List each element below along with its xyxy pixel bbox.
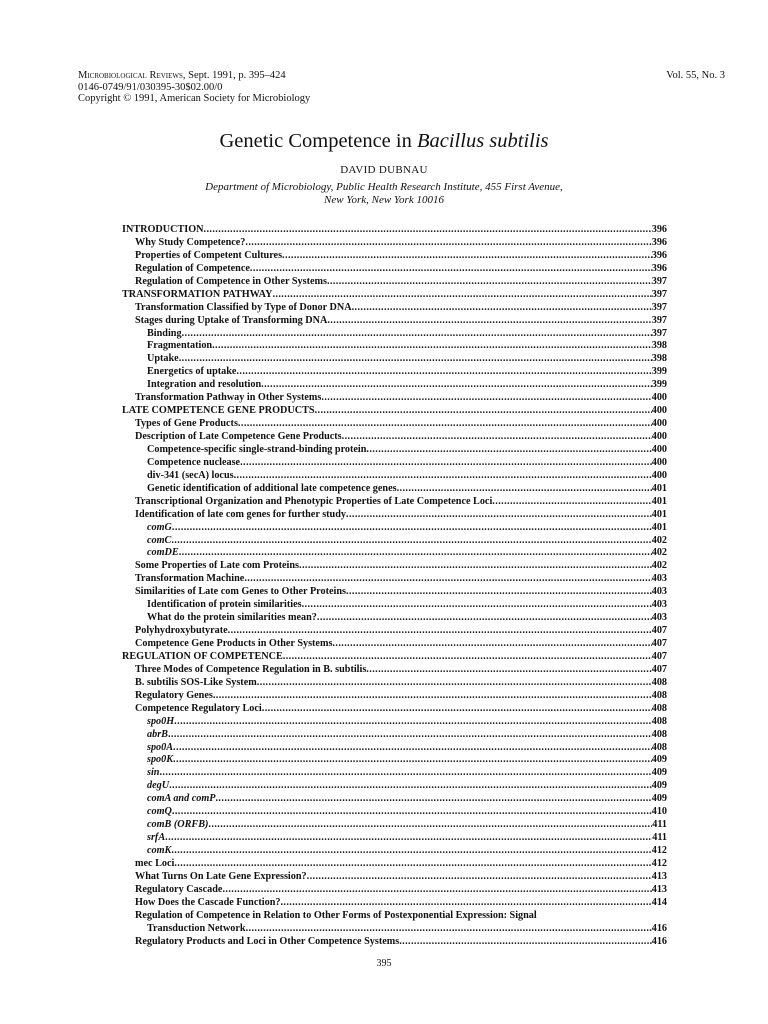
toc-entry-page: 397: [651, 301, 667, 313]
toc-entry-title: Regulation of Competence in Other Systems: [135, 275, 327, 287]
toc-leader-dots: [168, 729, 652, 742]
toc-entry-title: How Does the Cascade Function?: [135, 896, 281, 908]
toc-entry-title: comG: [147, 521, 172, 533]
toc-entry-page: 396: [651, 249, 667, 261]
journal-code: 0146-0749/91/030395-30$02.00/0: [78, 81, 223, 93]
toc-entry: [122, 560, 667, 573]
toc-entry-title: Stages during Uptake of Transforming DNA: [135, 314, 328, 326]
toc-entry: [122, 871, 667, 884]
toc-entry-title: Regulation of Competence in Relation to Other Forms of Postexponential Expression: Signal: [135, 909, 537, 921]
toc-entry-title: Transcriptional Organization and Phenotypic Properties of Late Competence Loci: [135, 495, 493, 507]
toc-entry-page: 412: [651, 857, 667, 869]
title-main: Genetic Competence in: [219, 130, 417, 152]
toc-entry-title: Integration and resolution: [147, 379, 262, 391]
toc-entry-page: 398: [651, 340, 667, 352]
toc-leader-dots: [317, 612, 652, 625]
toc-leader-dots: [346, 509, 652, 522]
journal-issue: , Sept. 1991, p. 395–424: [182, 70, 286, 81]
toc-entry-title: Competence nuclease: [147, 456, 241, 468]
toc-entry: [122, 302, 667, 315]
toc-entry-title: LATE COMPETENCE GENE PRODUCTS: [122, 405, 315, 417]
toc-entry: [122, 677, 667, 690]
toc-entry-page: 407: [651, 663, 667, 675]
toc-entry: [122, 832, 667, 845]
toc-entry-title: Transduction Network: [147, 922, 246, 934]
toc-entry: [122, 923, 667, 936]
toc-entry-page: 409: [651, 780, 667, 792]
page-number: 395: [376, 958, 392, 969]
toc-entry-title: mec Loci: [135, 857, 175, 869]
toc-entry-page: 408: [651, 676, 667, 688]
toc-leader-dots: [215, 793, 651, 806]
toc-entry: [122, 392, 667, 405]
toc-entry-title: Energetics of uptake: [147, 366, 237, 378]
toc-entry-page: 412: [651, 845, 667, 856]
toc-leader-dots: [179, 353, 652, 366]
toc-leader-dots: [245, 237, 651, 250]
toc-entry-title: Transformation Pathway in Other Systems: [135, 392, 322, 404]
toc-entry: [122, 599, 667, 612]
toc-entry-page: 396: [651, 236, 667, 248]
toc-leader-dots: [321, 392, 651, 405]
toc-entry: [122, 742, 667, 755]
toc-leader-dots: [213, 690, 652, 703]
toc-leader-dots: [172, 522, 652, 535]
journal-name: Microbiological Reviews: [78, 70, 183, 81]
toc-entry-title: comK: [147, 845, 172, 856]
toc-leader-dots: [236, 366, 651, 379]
toc-entry-title: Transformation Machine: [135, 573, 245, 585]
toc-entry: [122, 483, 667, 496]
toc-entry: [122, 431, 667, 444]
toc-entry-title: TRANSFORMATION PATHWAY: [122, 288, 273, 300]
toc-entry-page: 409: [651, 754, 667, 766]
toc-leader-dots: [492, 496, 651, 509]
toc-entry-title: abrB: [147, 728, 168, 740]
toc-entry-page: 401: [651, 482, 667, 494]
copyright-line: Copyright © 1991, American Society for Microbiology: [78, 93, 311, 104]
toc-leader-dots: [327, 276, 652, 289]
toc-entry-page: 410: [651, 806, 667, 818]
toc-entry-title: What do the protein similarities mean?: [147, 612, 317, 624]
toc-entry: [122, 328, 667, 341]
toc-entry: [122, 276, 667, 289]
toc-entry-page: 401: [651, 521, 667, 533]
toc-entry-page: 400: [651, 392, 667, 404]
toc-entry-page: 400: [651, 431, 667, 442]
toc-leader-dots: [282, 250, 652, 263]
toc-entry-title: sin: [147, 767, 160, 779]
toc-entry-title: Identification of late com genes for further study: [135, 508, 346, 520]
toc-entry-page: 400: [651, 405, 667, 417]
toc-leader-dots: [171, 845, 651, 858]
toc-entry-title: B. subtilis SOS-Like System: [135, 676, 257, 688]
toc-entry-page: 416: [651, 935, 667, 947]
toc-entry: [122, 780, 667, 793]
toc-leader-dots: [171, 535, 651, 548]
toc-entry-page: 401: [651, 495, 667, 507]
toc-entry-page: 414: [651, 896, 667, 908]
toc-entry-page: 409: [651, 767, 667, 779]
toc-entry-page: 403: [651, 612, 667, 624]
toc-entry-title: Fragmentation: [147, 340, 213, 352]
toc-leader-dots: [182, 328, 652, 341]
toc-entry-page: 416: [651, 922, 667, 934]
toc-entry: [122, 884, 667, 897]
toc-leader-dots: [399, 936, 652, 949]
table-of-contents: [122, 224, 667, 949]
toc-entry-title: Types of Gene Products: [135, 418, 238, 430]
toc-entry: [122, 353, 667, 366]
toc-entry-title: Properties of Competent Cultures: [135, 249, 283, 261]
toc-entry: [122, 910, 667, 923]
toc-entry: [122, 444, 667, 457]
toc-entry-page: 407: [651, 625, 667, 637]
toc-entry-title: comDE: [147, 547, 179, 559]
toc-entry-page: 396: [651, 224, 667, 235]
toc-entry: [122, 340, 667, 353]
toc-entry: [122, 237, 667, 250]
toc-entry-title: Regulatory Genes: [135, 689, 213, 701]
toc-entry-page: 402: [651, 534, 667, 546]
affiliation-line-1: Department of Microbiology, Public Health Research Institute, 455 First Avenue,: [205, 181, 563, 193]
toc-entry-page: 403: [651, 586, 667, 598]
toc-entry-title: div-341 (secA) locus: [147, 469, 234, 481]
toc-entry-title: Identification of protein similarities: [147, 599, 302, 611]
toc-entry: [122, 819, 667, 832]
toc-entry-page: 407: [651, 638, 667, 649]
toc-entry-title: Description of Late Competence Gene Products: [135, 431, 342, 442]
toc-entry-title: Competence Gene Products in Other Systems: [135, 638, 333, 649]
toc-entry-page: 401: [651, 508, 667, 520]
toc-leader-dots: [212, 340, 652, 353]
toc-entry-title: spo0H: [147, 715, 175, 727]
toc-leader-dots: [179, 547, 652, 560]
toc-leader-dots: [332, 638, 651, 651]
toc-entry-title: INTRODUCTION: [122, 224, 204, 235]
article-title: [0, 130, 768, 153]
toc-entry-page: 398: [651, 353, 667, 365]
toc-entry-page: 397: [651, 288, 667, 300]
toc-entry: [122, 250, 667, 263]
toc-entry: [122, 315, 667, 328]
toc-entry-page: 402: [651, 560, 667, 572]
toc-leader-dots: [173, 742, 652, 755]
toc-leader-dots: [174, 858, 651, 871]
toc-leader-dots: [261, 379, 652, 392]
toc-entry-title: Genetic identification of additional late competence genes: [147, 482, 397, 494]
toc-entry: [122, 263, 667, 276]
toc-entry-title: spo0K: [147, 754, 174, 766]
toc-entry: [122, 754, 667, 767]
toc-leader-dots: [272, 289, 651, 302]
toc-leader-dots: [234, 470, 652, 483]
toc-entry-title: Regulation of Competence: [135, 262, 250, 274]
toc-entry: [122, 897, 667, 910]
toc-entry: [122, 651, 667, 664]
toc-entry: [122, 535, 667, 548]
toc-entry-page: 397: [651, 327, 667, 339]
toc-entry-title: comB (ORFB): [147, 819, 209, 831]
toc-leader-dots: [346, 586, 652, 599]
toc-entry: [122, 547, 667, 560]
toc-entry-page: 396: [651, 262, 667, 274]
toc-entry-title: Three Modes of Competence Regulation in B. subtilis: [135, 663, 367, 675]
toc-entry-title: Binding: [147, 327, 182, 339]
toc-leader-dots: [240, 457, 652, 470]
toc-leader-dots: [397, 483, 652, 496]
toc-leader-dots: [250, 263, 652, 276]
toc-entry: [122, 418, 667, 431]
toc-entry: [122, 936, 667, 949]
toc-entry-page: 397: [651, 275, 667, 287]
toc-entry: [122, 496, 667, 509]
toc-entry-page: 408: [651, 702, 667, 714]
toc-entry: [122, 586, 667, 599]
toc-entry-page: 403: [651, 599, 667, 611]
toc-leader-dots: [173, 754, 652, 767]
toc-entry-title: Competence-specific single-strand-binding protein: [147, 443, 367, 455]
toc-entry-page: 408: [651, 741, 667, 753]
toc-entry-title: Regulatory Products and Loci in Other Competence Systems: [135, 935, 400, 947]
toc-leader-dots: [257, 677, 652, 690]
toc-leader-dots: [172, 806, 652, 819]
toc-entry-page: 408: [651, 728, 667, 740]
toc-leader-dots: [204, 224, 652, 237]
toc-leader-dots: [246, 923, 652, 936]
toc-leader-dots: [366, 444, 651, 457]
toc-entry: [122, 858, 667, 871]
toc-leader-dots: [244, 573, 651, 586]
toc-entry: [122, 806, 667, 819]
toc-leader-dots: [169, 780, 652, 793]
toc-entry-page: 408: [651, 715, 667, 727]
toc-entry-page: 403: [651, 573, 667, 585]
toc-entry-title: REGULATION OF COMPETENCE: [122, 650, 283, 662]
toc-entry: [122, 612, 667, 625]
toc-entry: [122, 767, 667, 780]
toc-leader-dots: [299, 560, 652, 573]
toc-entry-page: 397: [651, 314, 667, 326]
toc-entry-title: Similarities of Late com Genes to Other Proteins: [135, 586, 346, 598]
toc-entry: [122, 573, 667, 586]
toc-entry-title: Competence Regulatory Loci: [135, 702, 262, 714]
toc-leader-dots: [342, 431, 652, 444]
toc-leader-dots: [222, 884, 651, 897]
toc-entry: [122, 690, 667, 703]
volume-info: Vol. 55, No. 3: [666, 70, 725, 81]
affiliation: [0, 181, 768, 207]
toc-entry-title: comA and comP: [147, 793, 216, 805]
toc-entry-page: 399: [651, 379, 667, 391]
toc-entry-page: 408: [651, 689, 667, 701]
toc-leader-dots: [366, 664, 651, 677]
toc-entry: [122, 625, 667, 638]
toc-entry-page: 413: [651, 870, 667, 882]
toc-leader-dots: [280, 897, 651, 910]
toc-entry: [122, 522, 667, 535]
toc-entry: [122, 470, 667, 483]
toc-leader-dots: [283, 651, 652, 664]
title-species: Bacillus subtilis: [416, 130, 549, 152]
toc-entry-page: 400: [651, 443, 667, 455]
toc-leader-dots: [352, 302, 652, 315]
toc-leader-dots: [208, 819, 652, 832]
toc-leader-dots: [262, 703, 652, 716]
toc-entry: [122, 289, 667, 302]
toc-leader-dots: [307, 871, 652, 884]
toc-leader-dots: [165, 832, 652, 845]
toc-entry-title: Uptake: [147, 353, 179, 365]
toc-entry-title: comC: [147, 534, 172, 546]
toc-leader-dots: [174, 716, 652, 729]
toc-leader-dots: [315, 405, 652, 418]
toc-leader-dots: [228, 625, 652, 638]
toc-entry-page: 400: [651, 469, 667, 481]
toc-entry: [122, 509, 667, 522]
toc-entry: [122, 457, 667, 470]
toc-leader-dots: [302, 599, 652, 612]
toc-entry: [122, 703, 667, 716]
toc-entry-title: Why Study Competence?: [135, 236, 246, 248]
toc-entry-title: spo0A: [147, 741, 174, 753]
toc-entry-page: 399: [651, 366, 667, 378]
toc-entry: [122, 224, 667, 237]
toc-entry: [122, 716, 667, 729]
toc-entry-page: 400: [651, 456, 667, 468]
toc-entry: [122, 366, 667, 379]
toc-entry: [122, 793, 667, 806]
running-header: [78, 70, 310, 105]
toc-leader-dots: [159, 767, 651, 780]
toc-entry-title: Polyhydroxybutyrate: [135, 625, 228, 637]
toc-entry-title: Transformation Classified by Type of Donor DNA: [135, 301, 352, 313]
toc-entry-title: srfA: [147, 832, 166, 844]
toc-entry-title: What Turns On Late Gene Expression?: [135, 870, 307, 882]
toc-entry: [122, 729, 667, 742]
toc-entry: [122, 638, 667, 651]
toc-entry-title: Some Properties of Late com Proteins: [135, 560, 299, 572]
toc-entry: [122, 405, 667, 418]
toc-leader-dots: [327, 315, 651, 328]
toc-entry-page: 400: [651, 418, 667, 430]
toc-entry-title: Regulatory Cascade: [135, 883, 223, 895]
toc-leader-dots: [238, 418, 652, 431]
toc-entry-page: 411: [652, 819, 667, 831]
toc-entry: [122, 379, 667, 392]
author-name: DAVID DUBNAU: [340, 164, 428, 176]
affiliation-line-2: New York, New York 10016: [324, 194, 444, 206]
toc-entry-page: 413: [651, 883, 667, 895]
toc-entry-page: 407: [651, 650, 667, 662]
toc-entry-page: 411: [652, 832, 667, 844]
toc-entry: [122, 845, 667, 858]
toc-entry-page: 409: [651, 793, 667, 805]
toc-entry-title: degU: [147, 780, 170, 792]
toc-entry-title: comQ: [147, 806, 172, 818]
toc-entry-page: 402: [651, 547, 667, 559]
journal-citation: [78, 70, 310, 82]
toc-entry: [122, 664, 667, 677]
